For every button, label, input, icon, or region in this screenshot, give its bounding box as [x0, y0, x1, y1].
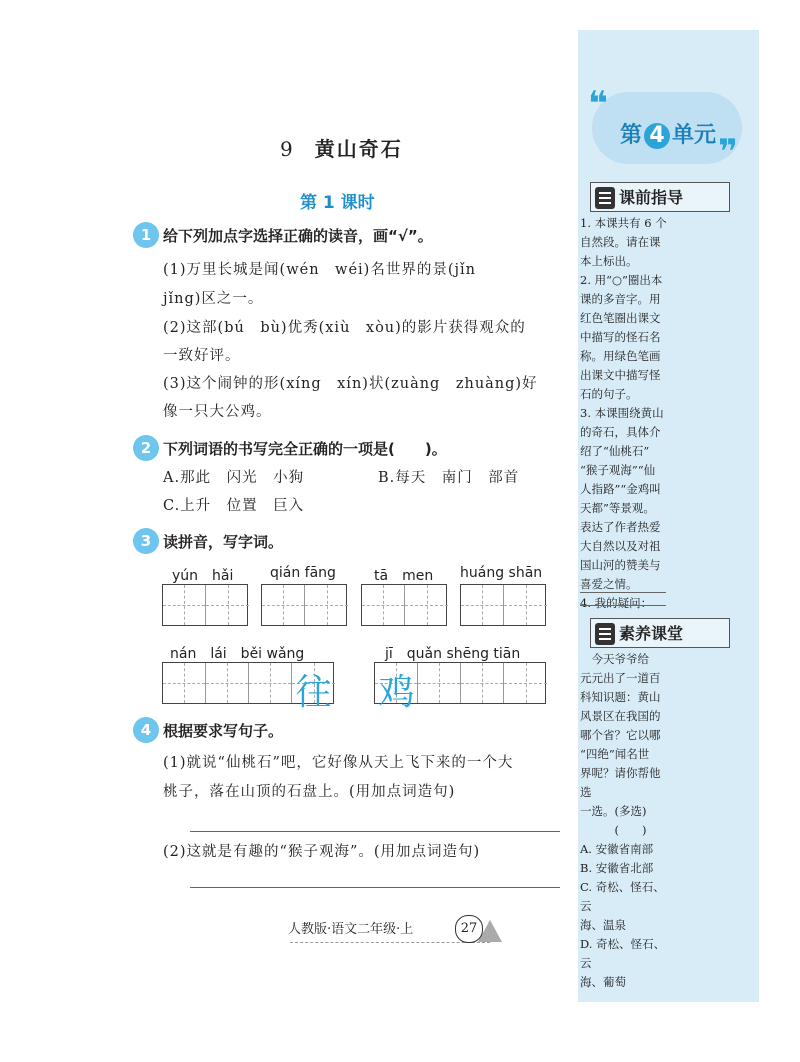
option-a: A.那此 闪光 小狗 — [163, 470, 305, 486]
quality-text — [580, 650, 668, 992]
quality-line: A. 安徽省南部 — [580, 842, 654, 856]
writing-box[interactable] — [162, 662, 334, 713]
guide-line: 中描写的怪石名 — [580, 330, 661, 344]
q4-item2: (2)这就是有趣的“猴子观海”。(用加点词造句) — [163, 844, 481, 860]
quality-title: 素养课堂 — [590, 618, 730, 648]
q1-item2-line1: (2)这部(bú bù)优秀(xiù xòu)的影片获得观众的 — [163, 320, 526, 336]
quality-line: ( ) — [580, 823, 647, 837]
quality-line: D. 奇松、怪石、云 — [580, 937, 666, 970]
writing-box[interactable] — [374, 662, 546, 713]
question-number: 3 — [133, 528, 159, 554]
question-prompt: 读拼音，写字词。 — [163, 533, 284, 551]
footer-text: 人教版·语文二年级·上 — [288, 922, 414, 937]
guide-line: “猴子观海”“仙 — [580, 463, 656, 477]
question-number: 2 — [133, 435, 159, 461]
quality-line: 一选。(多选) — [580, 804, 647, 818]
guide-title: 课前指导 — [590, 182, 730, 212]
guide-line: 红色笔圈出课文 — [580, 311, 661, 325]
close-quote-icon: ❞ — [718, 132, 738, 172]
guide-line: 4. 我的疑问： — [580, 596, 653, 610]
quality-line: 元元出了一道百 — [580, 671, 661, 685]
question-number: 4 — [133, 717, 159, 743]
option-c: C.上升 位置 巨入 — [163, 498, 305, 514]
q1-item3-line2: 像一只大公鸡。 — [163, 404, 272, 420]
q1-item1-line1: (1)万里长城是闻(wén wéi)名世界的景(jǐn — [163, 262, 476, 278]
question-prompt: 下列词语的书写完全正确的一项是( )。 — [163, 440, 447, 458]
question-number: 1 — [133, 222, 159, 248]
book-icon — [595, 623, 615, 645]
book-icon — [595, 187, 615, 209]
pinyin-6: jī quǎn shēng tiān — [385, 646, 521, 662]
guide-line: 表达了作者热爱 — [580, 520, 661, 534]
q4-item1-line1: (1)就说“仙桃石”吧，它好像从天上飞下来的一个大 — [163, 755, 514, 771]
unit-tab — [578, 84, 759, 172]
guide-line: 国山河的赞美与 — [580, 558, 661, 572]
writing-box[interactable] — [460, 584, 546, 626]
guide-line: 出课文中描写怪 — [580, 368, 661, 382]
quality-line: B. 安徽省北部 — [580, 861, 654, 875]
pinyin-5: nán lái běi wǎng — [170, 646, 305, 662]
open-quote-icon: ❝ — [588, 84, 608, 124]
guide-line: 课的多音字。用 — [580, 292, 661, 306]
guide-line: 自然段。请在课 — [580, 235, 661, 249]
pinyin-3: tā men — [374, 568, 434, 584]
guide-line: 石的句子。 — [580, 387, 638, 401]
question-prompt: 给下列加点字选择正确的读音，画“√”。 — [163, 227, 433, 245]
quality-line: C. 奇松、怪石、云 — [580, 880, 665, 913]
question-4 — [133, 718, 283, 744]
writing-box[interactable] — [361, 584, 447, 626]
pinyin-4: huáng shān — [460, 565, 543, 581]
writing-box[interactable] — [261, 584, 347, 626]
question-2 — [133, 436, 447, 462]
answer-line[interactable] — [190, 831, 560, 832]
question-3 — [133, 529, 283, 555]
unit-label: 第 4 单元 — [620, 123, 717, 148]
written-char: 鸡 — [378, 672, 415, 713]
guide-line: 称。用绿色笔画 — [580, 349, 661, 363]
guide-line: 1. 本课共有 6 个 — [580, 216, 667, 230]
lesson-title: 9 黄山奇石 — [280, 137, 403, 161]
question-line-1 — [580, 592, 666, 593]
quality-line: 风景区在我国的 — [580, 709, 661, 723]
answer-line[interactable] — [190, 887, 560, 888]
quality-line: 海、温泉 — [580, 918, 626, 932]
page-number: 27 — [455, 915, 483, 943]
guide-text — [580, 214, 668, 613]
quality-line: 科知识题：黄山 — [580, 690, 661, 704]
question-prompt: 根据要求写句子。 — [163, 722, 284, 740]
quality-line: 哪个省？它以哪 — [580, 728, 661, 742]
writing-box[interactable] — [162, 584, 248, 626]
written-char: 往 — [295, 672, 332, 713]
q1-item3-line1: (3)这个闹钟的形(xíng xín)状(zuàng zhuàng)好 — [163, 376, 538, 392]
pinyin-2: qián fāng — [270, 565, 336, 581]
quality-line: 今天爷爷给 — [580, 652, 649, 666]
guide-line: 人指路”“金鸡叫 — [580, 482, 661, 496]
guide-line: 天都”等景观。 — [580, 501, 655, 515]
class-label: 第 1 课时 — [300, 193, 375, 213]
question-line-2 — [580, 605, 666, 606]
guide-line: 绍了“仙桃石” — [580, 444, 650, 458]
pinyin-1: yún hǎi — [172, 568, 234, 584]
guide-line: 本上标出。 — [580, 254, 638, 268]
guide-line: 3. 本课围绕黄山 — [580, 406, 664, 420]
footer-line — [290, 942, 490, 943]
q1-item1-line2: jǐng)区之一。 — [163, 291, 264, 307]
quality-line: 海、葡萄 — [580, 975, 626, 989]
guide-line: 大自然以及对祖 — [580, 539, 661, 553]
guide-line: 喜爱之情。 — [580, 577, 638, 591]
guide-line: 的奇石，具体介 — [580, 425, 661, 439]
option-b: B.每天 南门 部首 — [378, 470, 520, 486]
q4-item1-line2: 桃子，落在山顶的石盘上。(用加点词造句) — [163, 784, 456, 800]
quality-line: “四绝”闻名世 — [580, 747, 650, 761]
q1-item2-line2: 一致好评。 — [163, 348, 241, 364]
quality-line: 界呢？请你帮他选 — [580, 766, 661, 799]
guide-line: 2. 用“○”圈出本 — [580, 273, 663, 287]
question-1 — [133, 223, 433, 249]
